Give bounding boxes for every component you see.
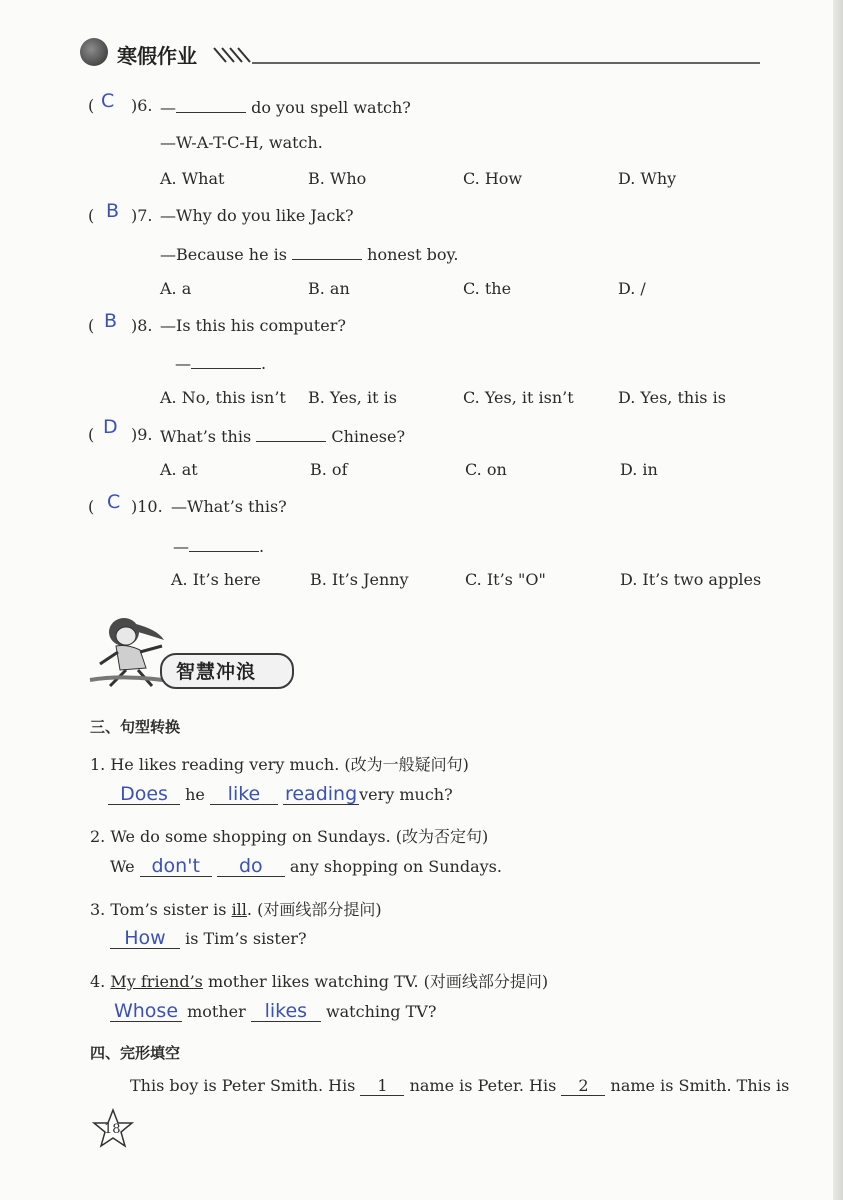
written-answer: reading: [284, 783, 358, 805]
option-a: A. at: [160, 460, 198, 479]
exercise-4-prompt: 4. My friend’s mother likes watching TV. (对画线部分提问): [90, 972, 549, 991]
question-reply: —Because he is honest boy.: [160, 245, 459, 264]
question-number: )10.: [131, 497, 163, 516]
question-stem: What’s this Chinese?: [160, 427, 406, 446]
written-answer: Whose: [110, 1001, 182, 1022]
sentence-text: mother: [187, 1002, 246, 1021]
option-d: D. Why: [618, 169, 677, 188]
exercise-4-answer-line: [110, 1001, 436, 1022]
answer-blank: [176, 96, 246, 113]
question-number: )8.: [131, 316, 153, 335]
answer-blank: [256, 425, 326, 442]
answer-mark: C: [107, 491, 121, 513]
question-reply: — .: [175, 354, 267, 373]
answer-mark: D: [103, 416, 118, 438]
header-rule: [212, 44, 762, 66]
option-d: D. in: [620, 460, 658, 479]
sentence-text: he: [185, 785, 205, 804]
cloze-blank: 1: [360, 1076, 404, 1096]
option-a: A. No, this isn’t: [160, 388, 286, 407]
option-a: A. What: [160, 169, 225, 188]
answer-bracket-open: (: [88, 497, 95, 516]
answer-bracket-open: (: [88, 425, 95, 444]
question-number: )9.: [131, 425, 153, 444]
option-b: B. Yes, it is: [308, 388, 397, 407]
question-number: )7.: [131, 206, 153, 225]
exercise-3-answer-line: [110, 928, 307, 949]
exercise-1-answer-line: [108, 784, 453, 805]
cloze-blank: 2: [561, 1076, 605, 1096]
sentence-text: very much?: [359, 785, 453, 804]
banner-title: 智慧冲浪: [176, 661, 257, 683]
cloze-passage: This boy is Peter Smith. His 1 name is Peter. His 2 name is Smith. This is: [130, 1076, 790, 1095]
option-b: B. Who: [308, 169, 367, 188]
written-answer: Does: [108, 784, 180, 805]
answer-bracket-open: (: [88, 316, 95, 335]
header-badge: [80, 38, 108, 66]
exercise-2-answer-line: [110, 856, 502, 877]
option-a: A. It’s here: [171, 570, 261, 589]
exercise-2-prompt: 2. We do some shopping on Sundays. (改为否定句): [90, 827, 489, 846]
answer-mark: B: [104, 310, 118, 332]
section-heading: 四、完形填空: [90, 1044, 181, 1062]
answer-blank: [189, 535, 259, 552]
answer-mark: B: [106, 200, 120, 222]
option-b: B. an: [308, 279, 350, 298]
section-heading: 三、句型转换: [90, 718, 181, 736]
answer-mark: C: [101, 90, 115, 112]
sentence-text: any shopping on Sundays.: [289, 857, 502, 876]
option-c: C. the: [463, 279, 512, 298]
option-c: C. It’s "O": [465, 570, 546, 589]
written-answer: How: [110, 928, 180, 949]
option-c: C. Yes, it isn’t: [463, 388, 574, 407]
sentence-text: is Tim’s sister?: [185, 929, 307, 948]
header-title: 寒假作业: [117, 44, 197, 68]
option-a: A. a: [160, 279, 192, 298]
answer-bracket-open: (: [88, 96, 95, 115]
page-number: 18: [104, 1122, 121, 1137]
option-b: B. It’s Jenny: [310, 570, 409, 589]
written-answer: do: [217, 856, 285, 877]
option-c: C. on: [465, 460, 507, 479]
written-answer: don't: [140, 856, 212, 877]
question-stem: —What’s this?: [171, 497, 287, 516]
question-stem: —Is this his computer?: [160, 316, 346, 335]
option-c: C. How: [463, 169, 523, 188]
written-answer: likes: [251, 1001, 321, 1022]
question-stem: —Why do you like Jack?: [160, 206, 354, 225]
option-d: D. /: [618, 279, 646, 298]
answer-bracket-open: (: [88, 206, 95, 225]
question-reply: —W-A-T-C-H, watch.: [160, 133, 323, 152]
answer-blank: [191, 352, 261, 369]
sentence-text: We: [110, 857, 135, 876]
option-d: D. It’s two apples: [620, 570, 762, 589]
option-b: B. of: [310, 460, 348, 479]
exercise-3-prompt: 3. Tom’s sister is ill. (对画线部分提问): [90, 900, 382, 919]
answer-blank: [292, 243, 362, 260]
question-number: )6.: [131, 96, 153, 115]
sentence-text: watching TV?: [325, 1002, 437, 1021]
exercise-1-prompt: 1. He likes reading very much. (改为一般疑问句): [90, 755, 469, 774]
question-reply: — .: [173, 537, 265, 556]
question-stem: — do you spell watch?: [160, 98, 411, 117]
page-edge: [833, 0, 843, 1200]
option-d: D. Yes, this is: [618, 388, 726, 407]
written-answer: like: [210, 784, 278, 805]
